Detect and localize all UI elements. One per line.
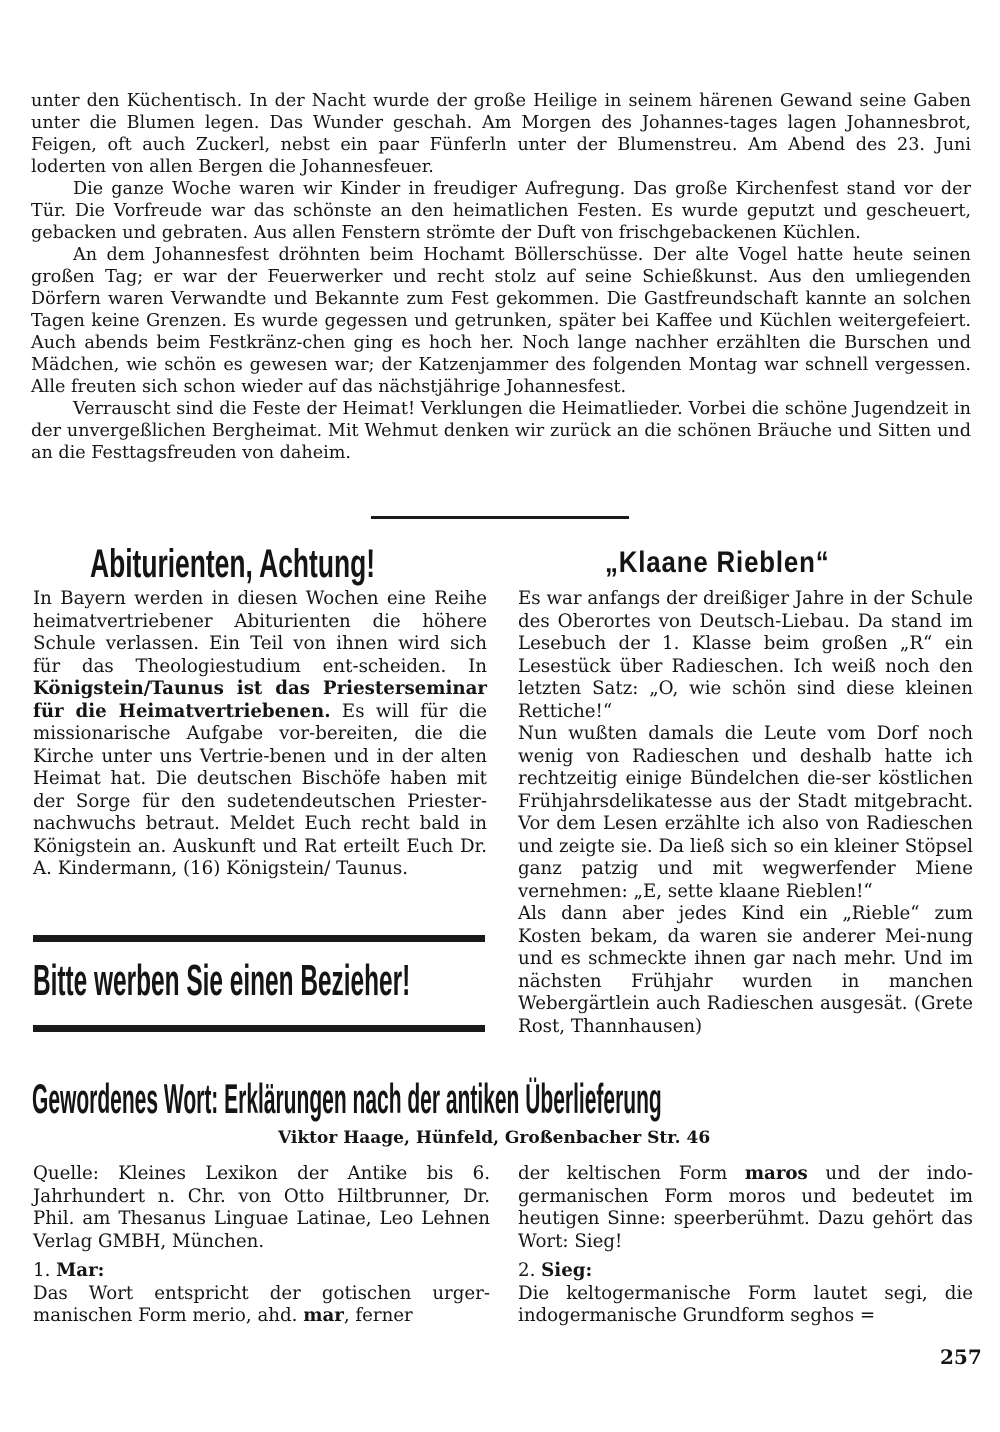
abiturienten-highlight: Königstein/Taunus ist das Priesterseminar für die Heimatvertriebenen. [33, 678, 487, 722]
gewordenes-heading: Gewordenes Wort: Erklärungen nach der antiken Überlieferung [32, 1075, 662, 1122]
abiturienten-text: In Bayern werden in diesen Wochen eine Reihe heimatvertriebener Abiturienten die höhere Schule verlassen. Ein Teil von ihnen wird sich für das Theologiestudium ent-scheiden. In Königstein/Taunus ist das Priesterseminar für die Heimatvertriebenen. Es will für die missionarische Aufgabe vor-bereiten, die die Kirche unter uns Vertrie-benen und in der alten Heimat hat. Die deutschen Bischöfe haben mit der Sorge für den sudetendeutschen Priester-nachwuchs betraut. Meldet Euch recht bald in Königstein an. Auskunft und Rat erteilt Euch Dr. A. Kindermann, (16) Königstein/ Taunus. [33, 588, 487, 879]
werben-rule-bottom [33, 1025, 485, 1032]
intro-paragraph-1: unter den Küchentisch. In der Nacht wurde der große Heilige in seinem härenen Gewand seine Gaben unter die Blumen legen. Das Wunder geschah. Am Morgen des Johannes-tages lagen Johannesbrot, Feigen, oft auch Zuckerl, nebst ein paar Fünferln unter der Blumenstreu. Am Abend des 23. Juni loderten von allen Bergen die Johannesfeuer. [31, 91, 971, 177]
item2-heading: 2. Sieg: [518, 1260, 593, 1281]
item1-heading: 1. Mar: [33, 1260, 105, 1281]
abiturienten-article [33, 588, 487, 881]
intro-paragraph-3: An dem Johannesfest dröhnten beim Hochamt Böllerschüsse. Der alte Vogel hatte heute seinen großen Tag; er war der Feuerwerker und recht stolz auf seine Schießkunst. Aus den umliegenden Dörfern waren Verwandte und Bekannte zum Fest gekommen. Die Gastfreundschaft kannte an solchen Tagen keine Grenzen. Es wurde gegessen und getrunken, später bei Kaffee und Küchlen weitergefeiert. Auch abends beim Festkränz-chen ging es hoch her. Noch lange nachher erzählten die Burschen und Mädchen, wie schön es gewesen war; der Katzenjammer des folgenden Montag war schnell vergessen. Alle freuten sich schon wieder auf das nächstjährige Johannesfest. [31, 245, 971, 397]
gewordenes-continuation: der keltischen Form maros und der indo-germanischen Form moros und bedeutet im heutigen Sinne: speerberühmt. Dazu gehört das Wort: Sieg! [518, 1163, 973, 1252]
intro-article [31, 90, 971, 464]
klaane-paragraph-2: Nun wußten damals die Leute vom Dorf noch wenig von Radieschen und deshalb hatte ich rechtzeitig einige Bündelchen die-ser köstlichen Frühjahrsdelikatesse aus der Stadt mitgebracht. Vor dem Lesen erzählte ich also von Radieschen und zeigte sie. Da ließ sich so ein kleiner Stöpsel ganz patzig und mit wegwerfender Miene vernehmen: „E, sette klaane Rieblen!“ [518, 723, 973, 902]
klaane-paragraph-3: Als dann aber jedes Kind ein „Rieble“ zum Kosten bekam, da waren sie anderer Mei-nung und es schmeckte ihnen gar nach mehr. Und im nächsten Frühjahr wurden in manchen Webergärtlein auch Radieschen ausgesät. (Grete Rost, Thannhausen) [518, 903, 973, 1037]
section-divider [371, 516, 629, 519]
werben-rule-top [33, 935, 485, 942]
gewordenes-byline: Viktor Haage, Hünfeld, Großenbacher Str. 46 [278, 1128, 711, 1148]
werben-heading: Bitte werben Sie einen Bezieher! [33, 956, 411, 1005]
item1-text: Das Wort entspricht der gotischen urger-manischen Form merio, ahd. mar, ferner [33, 1282, 490, 1326]
gewordenes-left-column [33, 1163, 490, 1328]
item2-text: Die keltogermanische Form lautet segi, die indogermanische Grundform seghos = [518, 1282, 973, 1326]
intro-paragraph-2: Die ganze Woche waren wir Kinder in freudiger Aufregung. Das große Kirchenfest stand vor der Tür. Die Vorfreude war das schönste an den heimatlichen Festen. Es wurde geputzt und gescheuert, gebacken und gebraten. Aus allen Fenstern strömte der Duft von frischgebackenen Küchlen. [31, 179, 971, 243]
page-number: 257 [940, 1345, 982, 1369]
abiturienten-heading: Abiturienten, Achtung! [90, 542, 375, 586]
klaane-article [518, 588, 973, 1038]
intro-paragraph-4: Verrauscht sind die Feste der Heimat! Verklungen die Heimatlieder. Vorbei die schöne Jugendzeit in der unvergeßlichen Bergheimat. Mit Wehmut denken wir zurück an die schönen Bräuche und Sitten und an die Festtagsfreuden von daheim. [31, 399, 971, 463]
gewordenes-source: Quelle: Kleines Lexikon der Antike bis 6. Jahrhundert n. Chr. von Otto Hiltbrunner, Dr. Phil. am Thesanus Linguae Latinae, Leo Lehnen Verlag GMBH, München. [33, 1163, 490, 1252]
gewordenes-right-column [518, 1163, 973, 1328]
klaane-heading: „Klaane Rieblen“ [605, 546, 830, 579]
klaane-paragraph-1: Es war anfangs der dreißiger Jahre in der Schule des Oberortes von Deutsch-Liebau. Da stand im Lesebuch der 1. Klasse beim großen „R“ ein Lesestück über Radieschen. Ich weiß noch den letzten Satz: „O, wie schön sind diese kleinen Rettiche!“ [518, 588, 973, 722]
